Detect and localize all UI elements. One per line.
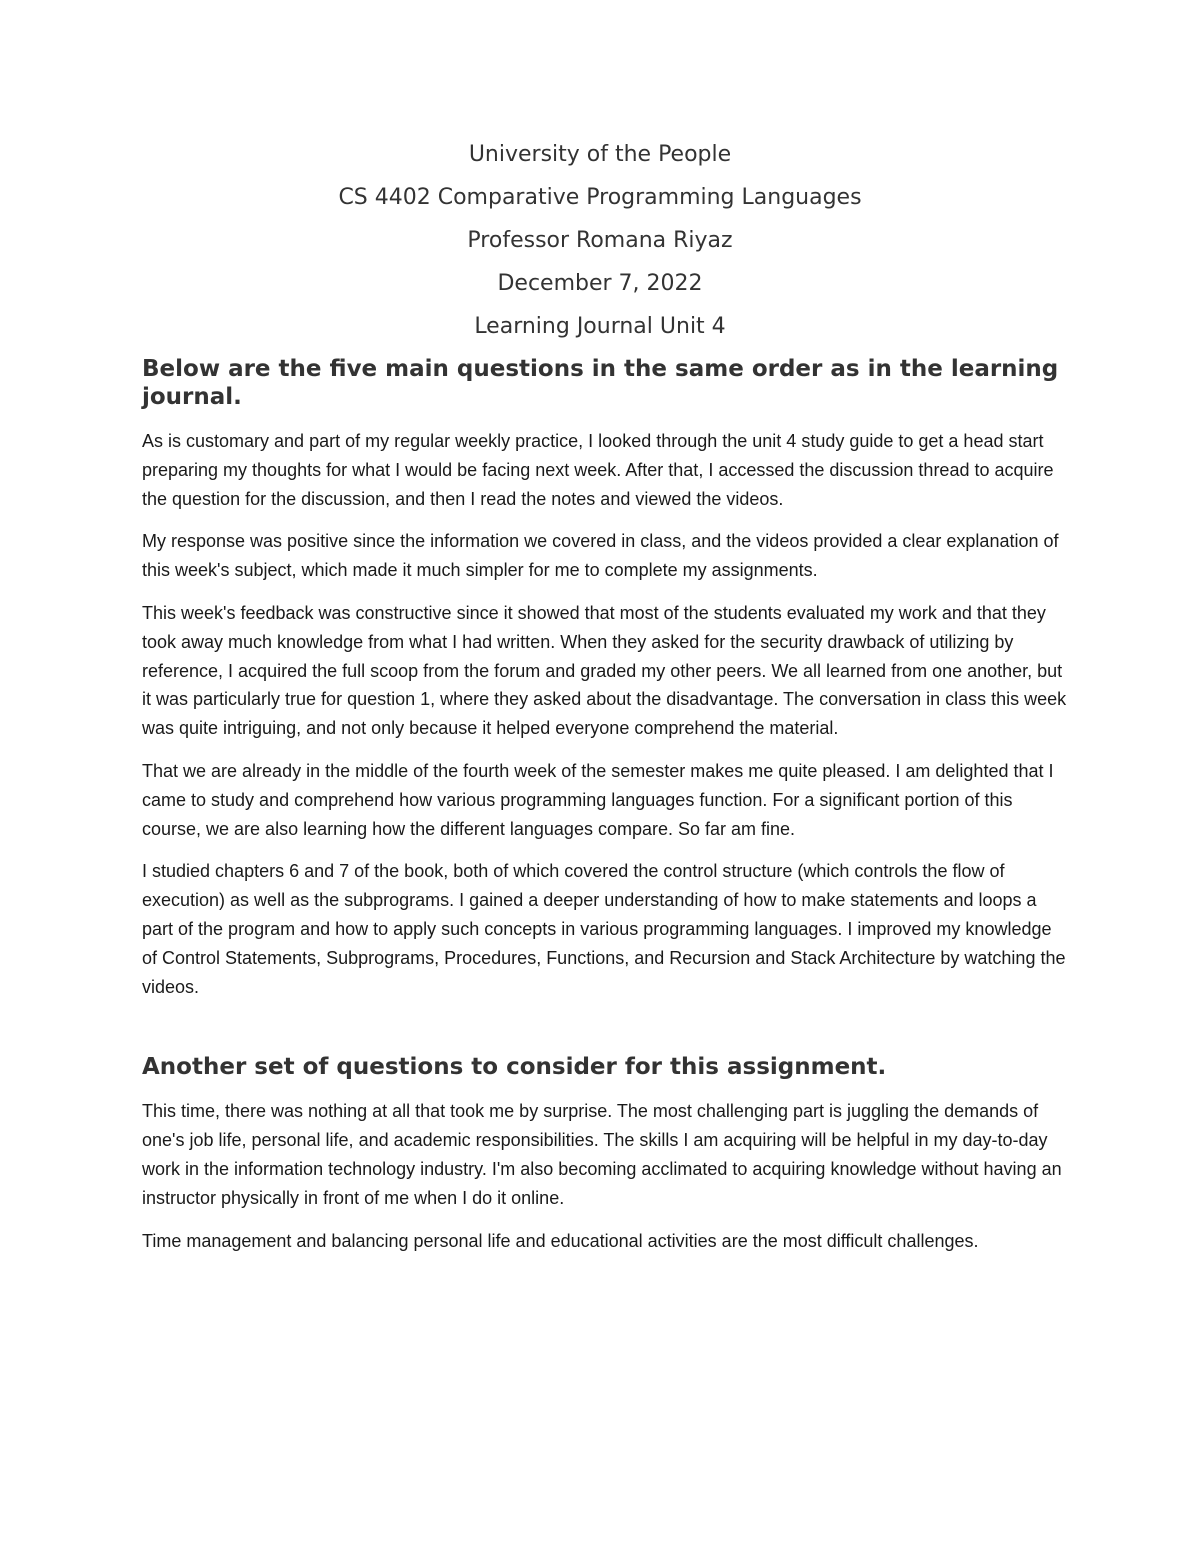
section-heading: Below are the five main questions in the same order as in the learning journal. — [142, 356, 1059, 410]
document-date: December 7, 2022 — [497, 271, 703, 296]
document-body — [142, 355, 1067, 1269]
section-spacer — [142, 1015, 1067, 1053]
body-paragraph: I studied chapters 6 and 7 of the book, both of which covered the control structure (which controls the flow of execution) as well as the subprograms. I gained a deeper understanding of how to make statements and loops a part of the program and how to apply such concepts in various programming languages. I improved my knowledge of Control Statements, Subprograms, Procedures, Functions, and Recursion and Stack Architecture by watching the videos. — [142, 861, 1066, 997]
body-paragraph: This week's feedback was constructive since it showed that most of the students evaluated my work and that they took away much knowledge from what I had written. When they asked for the security drawback of utilizing by reference, I acquired the full scoop from the forum and graded my other peers. We all learned from one another, but it was particularly true for question 1, where they asked about the disadvantage. The conversation in class this week was quite intriguing, and not only because it helped everyone comprehend the material. — [142, 602, 1067, 739]
section-heading: Another set of questions to consider for this assignment. — [142, 1054, 887, 1081]
body-paragraph: Time management and balancing personal life and educational activities are the most difficult challenges. — [142, 1230, 979, 1251]
document-title: Learning Journal Unit 4 — [474, 314, 726, 339]
body-paragraph: That we are already in the middle of the fourth week of the semester makes me quite pleased. I am delighted that I came to study and comprehend how various programming languages function. For a significant portion of this course, we are also learning how the different languages compare. So far am fine. — [142, 760, 1054, 839]
title-block — [0, 138, 1200, 353]
body-paragraph: As is customary and part of my regular weekly practice, I looked through the unit 4 study guide to get a head start preparing my thoughts for what I would be facing next week. After that, I accessed the discussion thread to acquire the question for the discussion, and then I read the notes and viewed the videos. — [142, 431, 1054, 509]
course-name: CS 4402 Comparative Programming Languages — [338, 185, 862, 210]
university-name: University of the People — [468, 142, 732, 167]
professor-name: Professor Romana Riyaz — [467, 228, 733, 253]
body-paragraph: My response was positive since the information we covered in class, and the videos provided a clear explanation of this week's subject, which made it much simpler for me to complete my assignments. — [142, 531, 1059, 581]
body-paragraph: This time, there was nothing at all that took me by surprise. The most challenging part is juggling the demands of one's job life, personal life, and academic responsibilities. The skills I am acquiring will be helpful in my day-to-day work in the information technology industry. I'm also becoming acclimated to acquiring knowledge without having an instructor physically in front of me when I do it online. — [142, 1101, 1062, 1208]
